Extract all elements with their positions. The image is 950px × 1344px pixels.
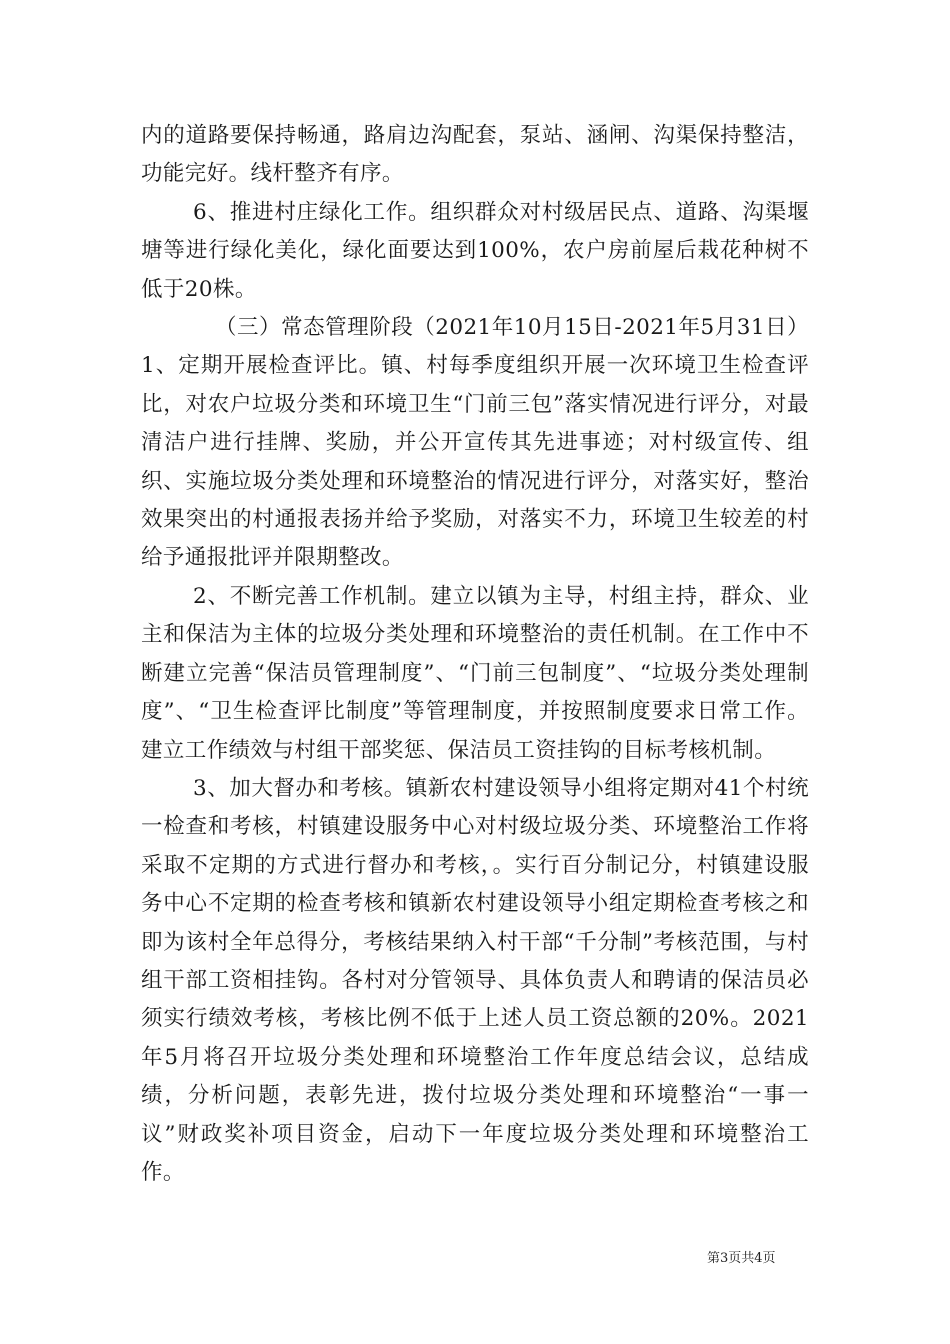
paragraph-village-greening: 6、推进村庄绿化工作。组织群众对村级居民点、道路、沟渠堰塘等进行绿化美化，绿化面要达到100%，农户房前屋后栽花种树不低于20株。 <box>141 199 809 302</box>
paragraph-road-maintenance: 内的道路要保持畅通，路肩边沟配套，泵站、涵闸、沟渠保持整洁，功能完好。线杆整齐有序。 <box>141 123 809 187</box>
document-body <box>141 117 809 1192</box>
page-number-footer: 第3页共4页 <box>707 1251 776 1266</box>
paragraph-supervision-assessment: 3、加大督办和考核。镇新农村建设领导小组将定期对41个村统一检查和考核，村镇建设服务中心对村级垃圾分类、环境整治工作将采取不定期的方式进行督办和考核，。实行百分制记分，村镇建设服务中心不定期的检查考核和镇新农村建设领导小组定期检查考核之和即为该村全年总得分，考核结果纳入村干部“千分制”考核范围，与村组干部工资相挂钩。各村对分管领导、具体负责人和聘请的保洁员必须实行绩效考核，考核比例不低于上述人员工资总额的20%。2021年5月将召开垃圾分类处理和环境整治工作年度总结会议，总结成绩，分析问题，表彰先进，拨付垃圾分类处理和环境整治“一事一议”财政奖补项目资金，启动下一年度垃圾分类处理和环境整治工作。 <box>141 775 809 1185</box>
paragraph-work-mechanism: 2、不断完善工作机制。建立以镇为主导，村组主持，群众、业主和保洁为主体的垃圾分类处理和环境整治的责任机制。在工作中不断建立完善“保洁员管理制度”、“门前三包制度”、“垃圾分类处理制度”、“卫生检查评比制度”等管理制度，并按照制度要求日常工作。建立工作绩效与村组干部奖惩、保洁员工资挂钩的目标考核机制。 <box>141 583 809 763</box>
paragraph-routine-management: （三）常态管理阶段（2021年10月15日-2021年5月31日）1、定期开展检查评比。镇、村每季度组织开展一次环境卫生检查评比，对农户垃圾分类和环境卫生“门前三包”落实情况进行评分，对最清洁户进行挂牌、奖励，并公开宣传其先进事迹；对村级宣传、组织、实施垃圾分类处理和环境整治的情况进行评分，对落实好，整治效果突出的村通报表扬并给予奖励，对落实不力，环境卫生较差的村给予通报批评并限期整改。 <box>141 315 809 571</box>
